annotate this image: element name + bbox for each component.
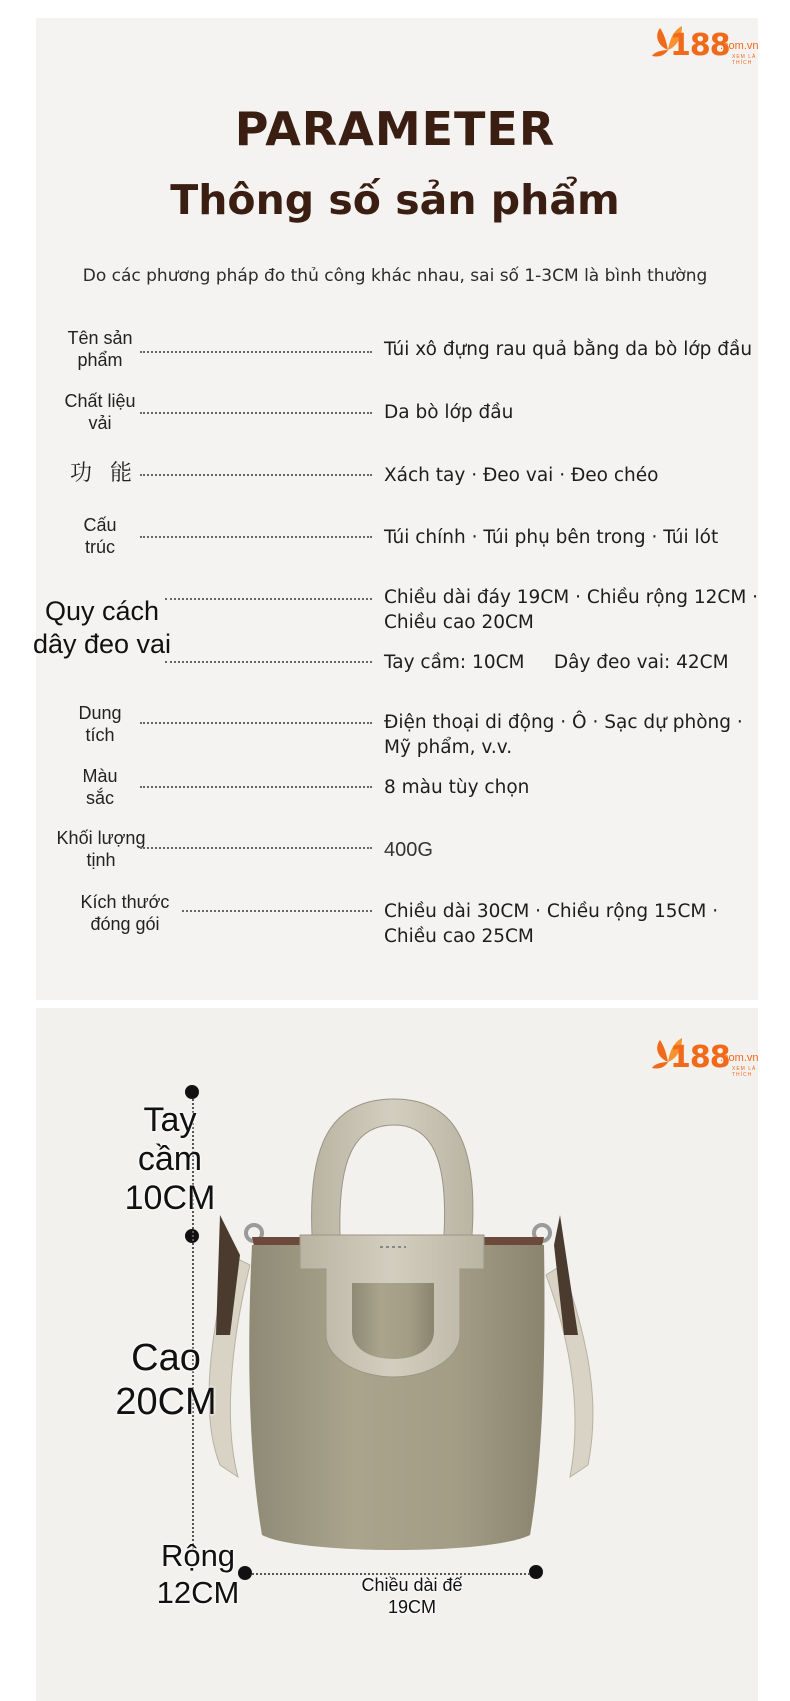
leader-dots [140,536,372,538]
height-measurement [86,1336,246,1424]
logo-number: 188 [670,1040,730,1075]
spec-label-structure [52,514,148,558]
spec-label-net-weight [50,827,152,871]
brand-logo-bottom [650,1032,778,1080]
spec-value-line: Chiều dài đáy 19CM · Chiều rộng 12CM · [384,587,759,608]
page-subtitle: Thông số sản phẩm [170,176,620,224]
base-length-measurement [342,1574,482,1618]
logo-domain: .com.vn [720,40,759,52]
spec-value-line: Xách tay · Đeo vai · Đeo chéo [384,465,659,486]
spec-value-material [384,400,744,425]
spec-label-line: phẩm [77,350,123,370]
spec-value-package-size [384,899,744,949]
leader-dots [140,351,372,353]
spec-label-line: Màu [82,766,118,786]
spec-label-name [52,327,148,371]
spec-value-line: 8 màu tùy chọn [384,777,530,798]
spec-value-color [384,775,744,800]
leader-dots [140,474,372,476]
spec-value-line: Da bò lớp đầu [384,402,514,423]
spec-value-capacity [384,710,744,760]
spec-value-line: Chiều dài 30CM · Chiều rộng 15CM · [384,901,719,922]
spec-label-line: dây đeo vai [32,629,172,659]
spec-label-package-size [72,891,178,935]
spec-label-capacity [52,702,148,746]
spec-label-line: đóng gói [90,914,160,934]
spec-label-line: Cấu [83,515,117,535]
spec-value-line: Tay cầm: 10CM Dây đeo vai: 42CM [384,652,729,673]
logo-domain: .com.vn [720,1052,759,1064]
spec-label-line: tịnh [86,850,116,870]
spec-label-shoulder-strap [22,595,182,661]
leader-dots [182,910,372,912]
measure-label: Tay [143,1101,197,1139]
spec-label-line: Tên sản [67,328,133,348]
leader-dots [165,661,372,663]
spec-value-name [384,337,753,362]
spec-label-line: Kích thước [80,892,170,912]
spec-label-material [52,390,148,434]
measure-point [529,1565,543,1579]
handle-measurement [100,1101,240,1218]
spec-value-line: Chiều cao 25CM [384,926,534,947]
brand-logo-top [650,20,778,68]
spec-value-function [384,463,744,488]
spec-value-structure [384,525,744,550]
measure-label: Rộng [160,1538,236,1573]
spec-value-line: Túi chính · Túi phụ bên trong · Túi lót [384,527,719,548]
spec-value-net-weight [384,838,744,863]
measure-label: 20CM [115,1381,217,1423]
page-title: PARAMETER [234,102,556,156]
logo-tagline: XEM LÀ THÍCH [732,1066,757,1078]
spec-label-line: vải [88,413,112,433]
logo-number: 188 [670,28,730,63]
spec-label-line: Khối lượng [56,828,146,848]
measure-label: Cao [131,1337,201,1379]
spec-label-line: Dung [78,703,122,723]
spec-label-color [52,765,148,809]
spec-value-line: Điện thoại di động · Ô · Sạc dự phòng · [384,712,743,733]
measure-label: Chiều dài đế [361,1575,463,1595]
spec-label-line: Chất liệu [64,391,136,411]
spec-label-line: 功 能 [69,460,139,485]
spec-label-function [60,462,148,484]
width-measurement [128,1537,268,1611]
spec-value-line: Túi xô đựng rau quả bằng da bò lớp đầu [384,339,753,360]
measure-label: 19CM [387,1597,436,1617]
spec-value-line: 400G [384,839,433,861]
leader-dots [165,598,372,600]
measure-label: cầm [137,1140,203,1178]
leader-dots [140,847,372,849]
measure-label: 12CM [156,1575,240,1610]
spec-label-line: trúc [84,537,115,557]
leader-dots [140,722,372,724]
leader-dots [140,786,372,788]
measurement-note: Do các phương pháp đo thủ công khác nhau, sai số 1-3CM là bình thường [82,266,708,286]
spec-value-dimensions [384,585,759,635]
spec-value-line: Chiều cao 20CM [384,612,534,633]
spec-label-line: tích [85,725,115,745]
bucket-bag-image [190,1085,610,1565]
spec-value-line: Mỹ phẩm, v.v. [384,737,513,758]
logo-tagline: XEM LÀ THÍCH [732,54,757,66]
leader-dots [140,412,372,414]
measure-label: 10CM [124,1179,216,1217]
spec-label-line: sắc [85,788,114,808]
measure-point [185,1085,199,1099]
spec-value-handle-strap [384,650,744,675]
spec-label-line: Quy cách [44,596,160,626]
